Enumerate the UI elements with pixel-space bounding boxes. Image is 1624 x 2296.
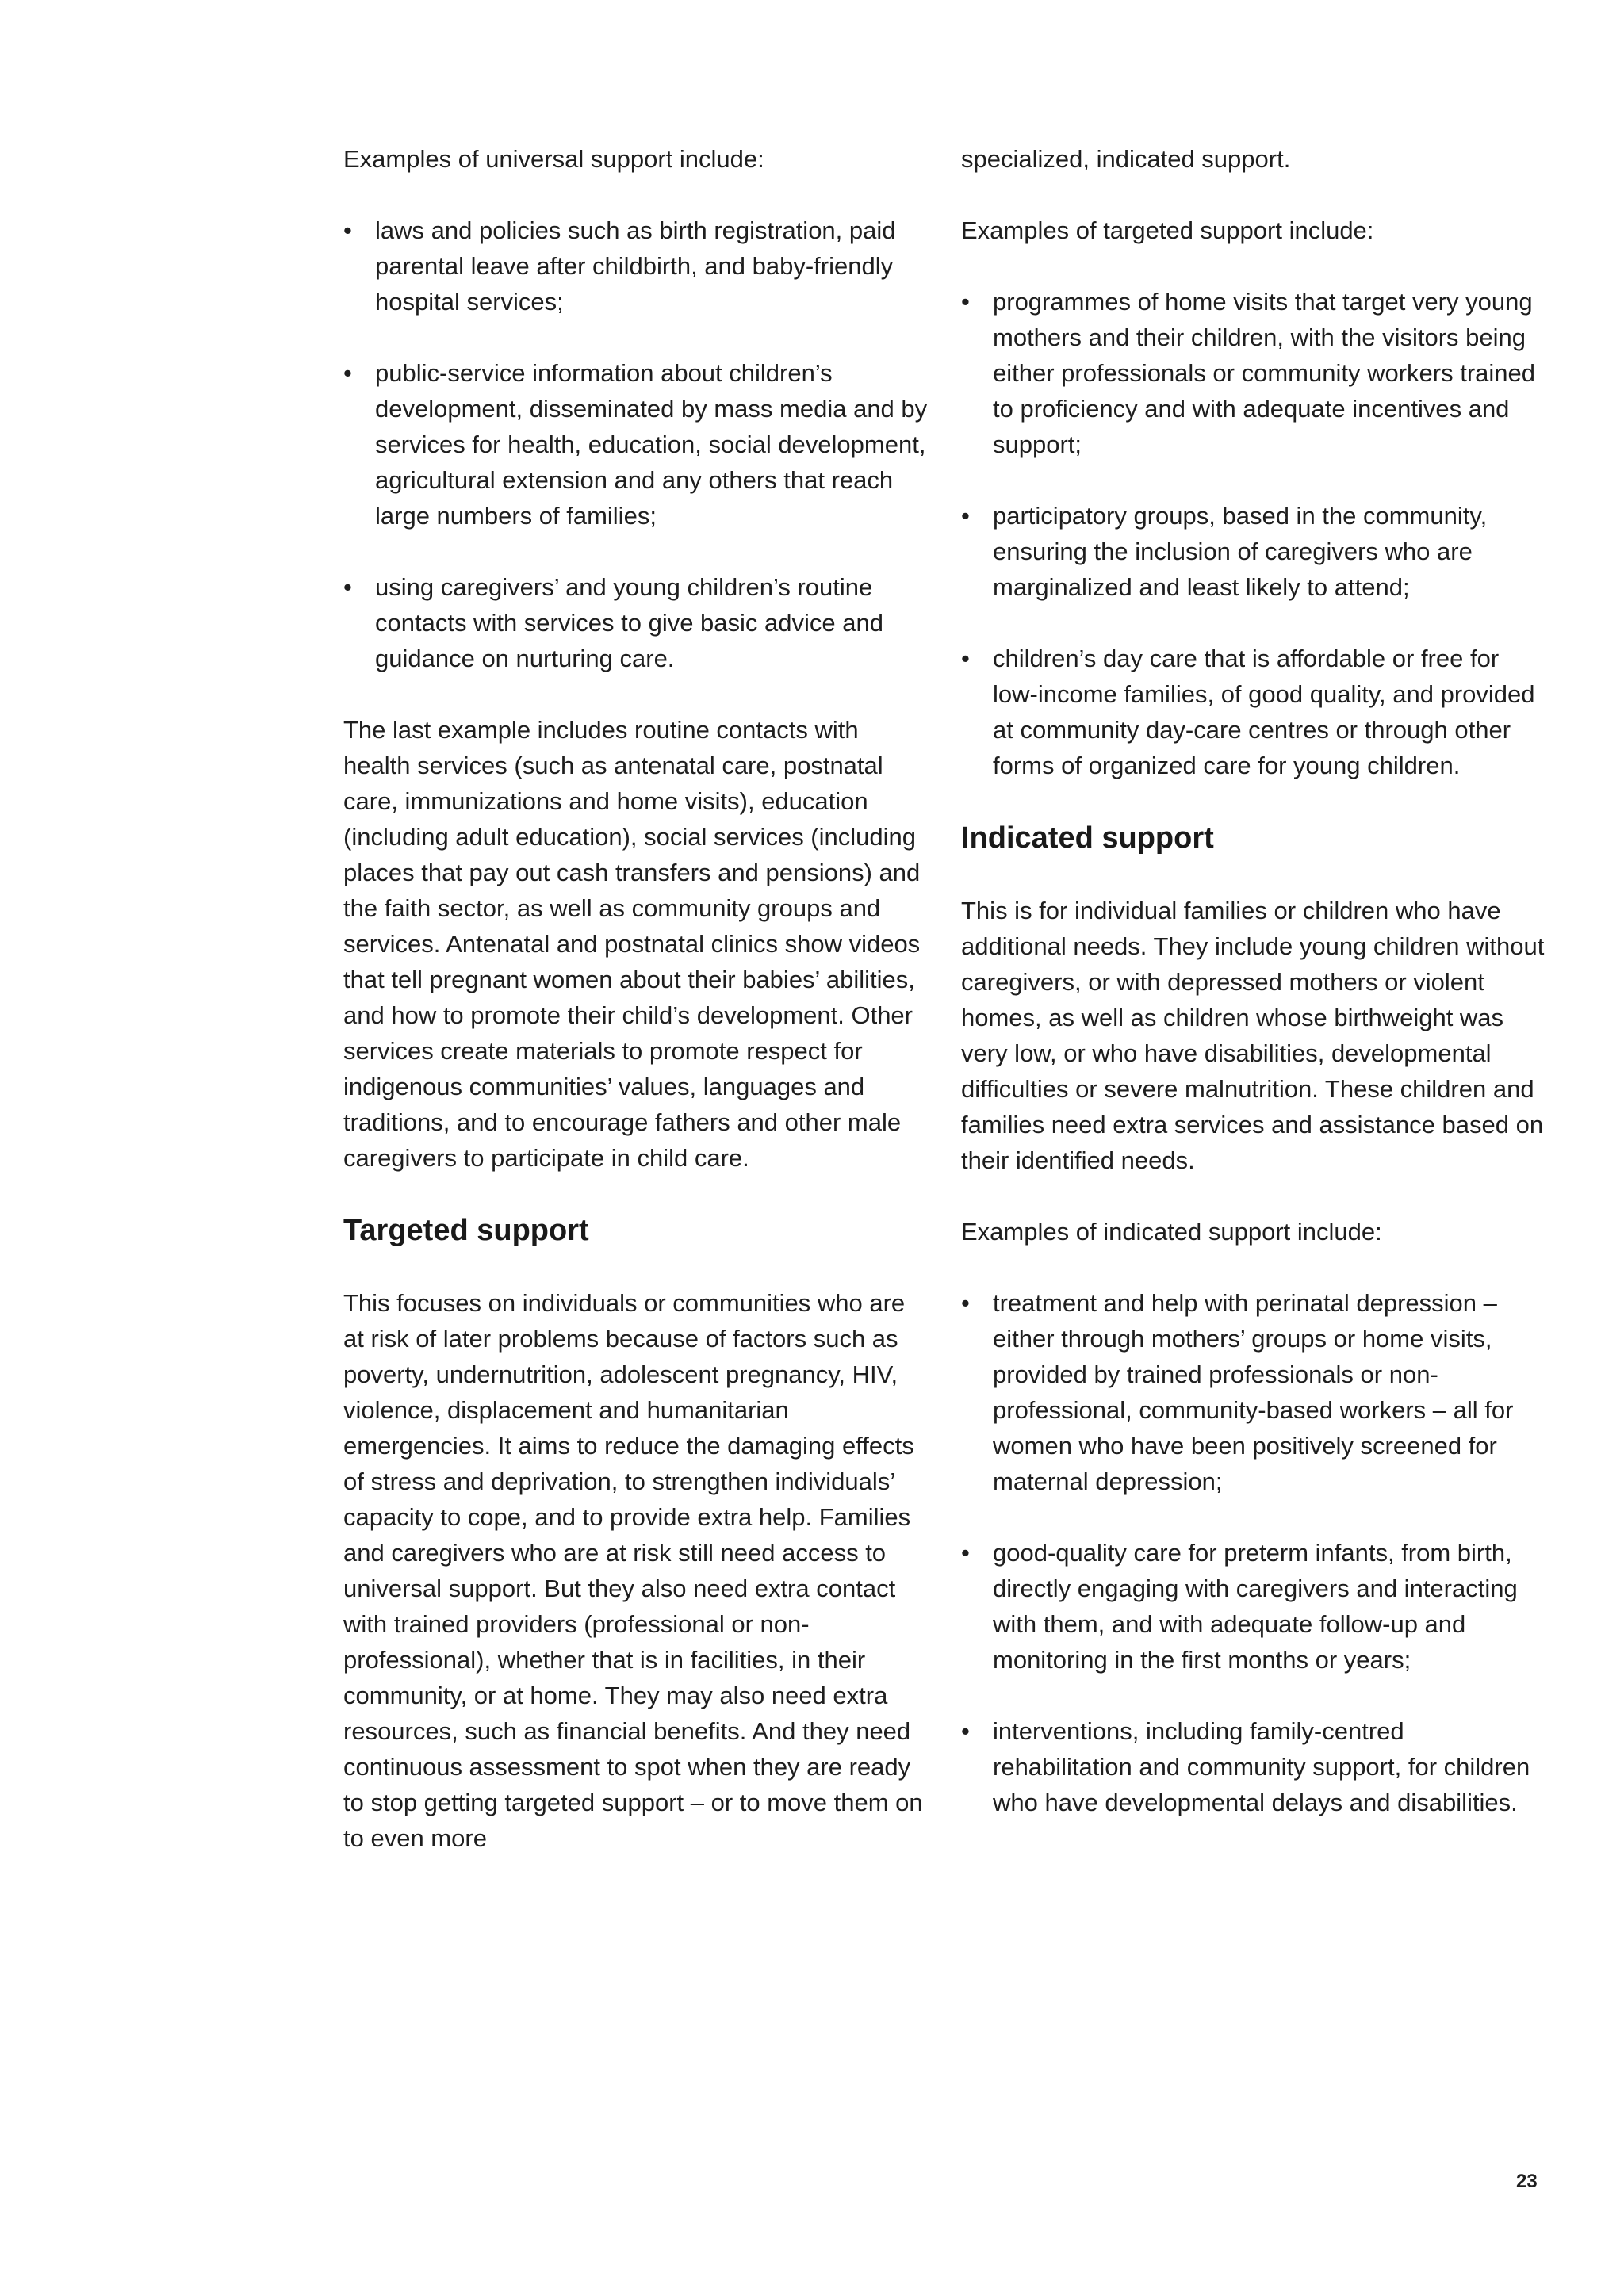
bullet-icon: • bbox=[343, 216, 352, 244]
list-item bbox=[961, 498, 1548, 605]
indicated-examples-list bbox=[961, 1285, 1548, 1820]
list-item-text: public-service information about children’s development, disseminated by mass media and by services for health, education, social development, agricultural extension and any others that reach large numbers of families; bbox=[375, 359, 928, 530]
indicated-examples-intro: Examples of indicated support include: bbox=[961, 1218, 1382, 1246]
list-item-text: using caregivers’ and young children’s routine contacts with services to give basic advice and guidance on nurturing care. bbox=[375, 573, 883, 672]
list-item bbox=[961, 641, 1548, 783]
bullet-icon: • bbox=[961, 502, 970, 530]
list-item-text: laws and policies such as birth registration, paid parental leave after childbirth, and baby-friendly hospital services; bbox=[375, 216, 896, 316]
list-item-text: children’s day care that is affordable or free for low-income families, of good quality, and provided at community day-care centres or through other forms of organized care for young children. bbox=[993, 645, 1535, 779]
list-item bbox=[961, 1285, 1548, 1499]
bullet-icon: • bbox=[961, 645, 970, 672]
list-item bbox=[343, 212, 930, 320]
bullet-icon: • bbox=[961, 1717, 970, 1745]
list-item bbox=[961, 284, 1548, 462]
left-column bbox=[343, 141, 930, 1856]
page-number: 23 bbox=[1516, 2171, 1538, 2192]
last-example-paragraph: The last example includes routine contacts with health services (such as antenatal care, postnatal care, immunizations and home visits), education (including adult education), social services (including places that pay out cash transfers and pensions) and the faith sector, as well as community groups and services. Antenatal and postnatal clinics show videos that tell pregnant women about their babies’ abilities, and how to promote their child’s development. Other services create materials to promote respect for indigenous communities’ values, languages and traditions, and to encourage fathers and other male caregivers to participate in child care. bbox=[343, 716, 921, 1172]
targeted-support-paragraph: This focuses on individuals or communities who are at risk of later problems because of factors such as poverty, undernutrition, adolescent pregnancy, HIV, violence, displacement and humanitarian emergencies. It aims to reduce the damaging effects of stress and deprivation, to strengthen individuals’ capacity to cope, and to provide extra help. Families and caregivers who are at risk still need access to universal support. But they also need extra contact with trained providers (professional or non-professional), whether that is in facilities, in their community, or at home. They may also need extra resources, such as financial benefits. And they need continuous assessment to spot when they are ready to stop getting targeted support – or to move them on to even more bbox=[343, 1289, 923, 1852]
list-item bbox=[961, 1535, 1548, 1678]
bullet-icon: • bbox=[961, 1539, 970, 1567]
universal-examples-list bbox=[343, 212, 930, 676]
bullet-icon: • bbox=[343, 573, 352, 601]
list-item-text: programmes of home visits that target very young mothers and their children, with the visitors being either professionals or community workers trained to proficiency and with adequate incentives and support; bbox=[993, 288, 1535, 458]
indicated-support-heading: Indicated support bbox=[961, 821, 1214, 855]
list-item bbox=[343, 569, 930, 676]
targeted-continuation: specialized, indicated support. bbox=[961, 145, 1291, 173]
list-item bbox=[961, 1713, 1548, 1820]
targeted-support-heading: Targeted support bbox=[343, 1214, 589, 1247]
bullet-icon: • bbox=[961, 288, 970, 316]
list-item-text: interventions, including family-centred rehabilitation and community support, for children who have developmental delays and disabilities. bbox=[993, 1717, 1530, 1816]
list-item-text: participatory groups, based in the community, ensuring the inclusion of caregivers who are marginalized and least likely to attend; bbox=[993, 502, 1488, 601]
list-item-text: good-quality care for preterm infants, from birth, directly engaging with caregivers and interacting with them, and with adequate follow-up and monitoring in the first months or years; bbox=[993, 1539, 1518, 1674]
right-column bbox=[961, 141, 1548, 1856]
universal-examples-intro: Examples of universal support include: bbox=[343, 145, 764, 173]
bullet-icon: • bbox=[961, 1289, 970, 1317]
targeted-examples-list bbox=[961, 284, 1548, 783]
targeted-examples-intro: Examples of targeted support include: bbox=[961, 216, 1374, 244]
bullet-icon: • bbox=[343, 359, 352, 387]
list-item-text: treatment and help with perinatal depression – either through mothers’ groups or home visits, provided by trained professionals or non-professional, community-based workers – all for women who have been positively screened for maternal depression; bbox=[993, 1289, 1514, 1495]
list-item bbox=[343, 355, 930, 534]
indicated-support-paragraph: This is for individual families or children who have additional needs. They include young children without caregivers, or with depressed mothers or violent homes, as well as children whose birthweight was very low, or who have disabilities, developmental difficulties or severe malnutrition. These children and families need extra services and assistance based on their identified needs. bbox=[961, 897, 1545, 1174]
